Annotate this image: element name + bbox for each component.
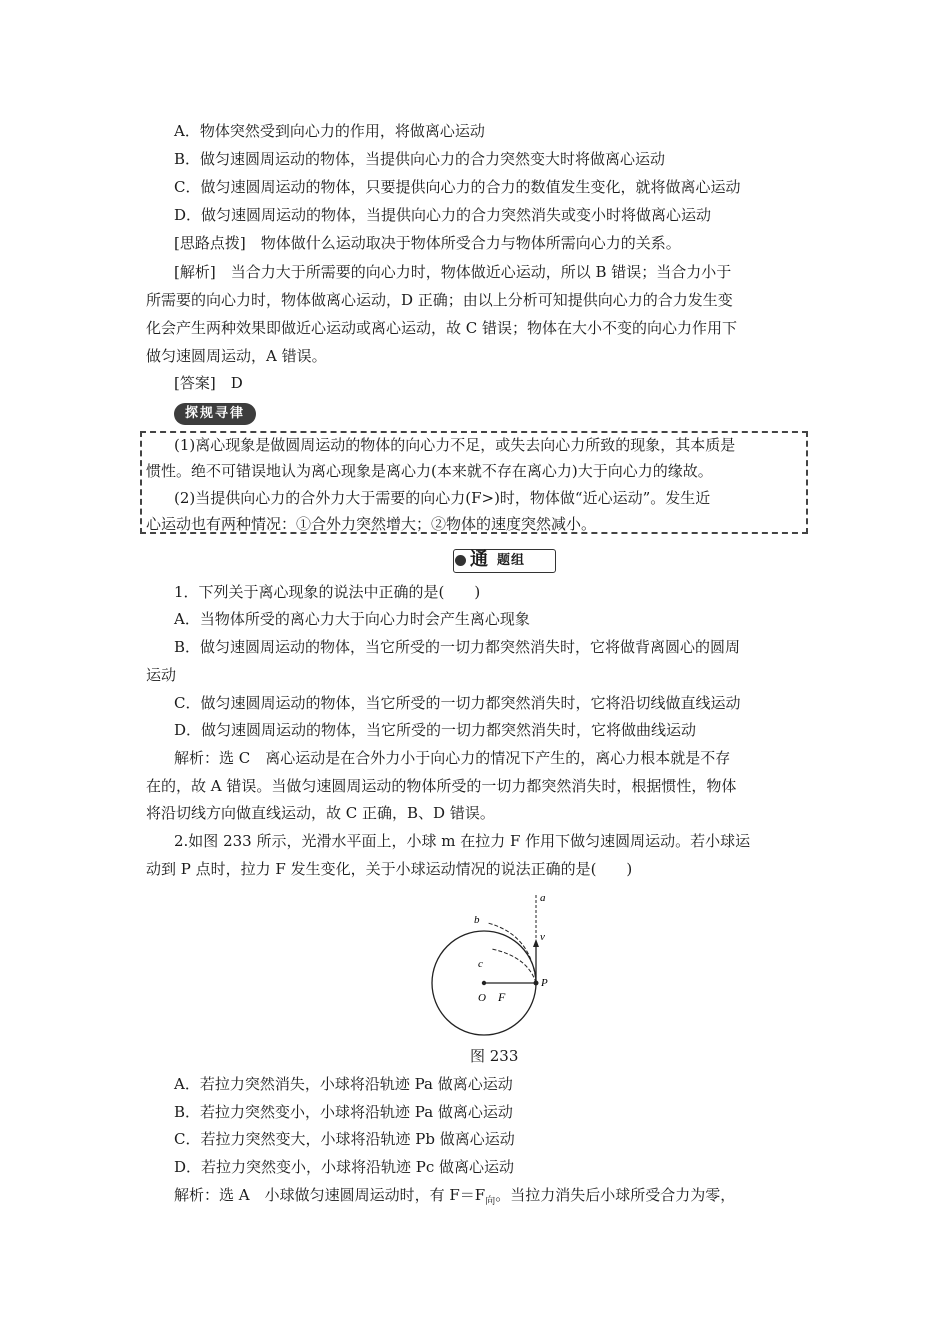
q2-stem: 动到 P 点时，拉力 F 发生变化，关于小球运动情况的说法正确的是( ): [146, 860, 633, 878]
q2-solution-main: 解析：选 A 小球做匀速圆周运动时，有 F＝F: [174, 1186, 486, 1204]
label-b: b: [474, 914, 480, 926]
q2-stem: 2.如图 233 所示，光滑水平面上，小球 m 在拉力 F 作用下做匀速圆周运动。若小球运: [174, 832, 751, 850]
q1-solution: 解析：选 C 离心运动是在合外力小于向心力的情况下产生的，离心力根本就是不存: [174, 749, 731, 767]
option-a: A．物体突然受到向心力的作用，将做离心运动: [174, 122, 485, 140]
rule-line: 惯性。绝不可错误地认为离心现象是离心力(本来就不存在离心力)大于向心力的缘故。: [146, 462, 713, 480]
label-o: O: [478, 992, 486, 1004]
label-c: c: [478, 958, 483, 970]
circular-motion-figure: [420, 885, 580, 1045]
q1-option-b-cont: 运动: [146, 666, 177, 684]
group-header-main: 通: [470, 549, 488, 570]
q2-solution: [174, 1184, 735, 1206]
label-v: v: [540, 931, 545, 943]
q2-solution-sub: 向: [485, 1196, 496, 1207]
group-header-sub: 题组: [497, 553, 526, 568]
q1-solution: 在的，故 A 错误。当做匀速圆周运动的物体所受的一切力都突然消失时，根据惯性，物体: [146, 777, 737, 795]
label-p: P: [541, 977, 548, 989]
rule-line: 心运动也有两种情况：①合外力突然增大；②物体的速度突然减小。: [146, 515, 597, 533]
option-d: D．做匀速圆周运动的物体，当提供向心力的合力突然消失或变小时将做离心运动: [174, 206, 712, 224]
rule-badge: 探规寻律: [174, 403, 256, 425]
analysis-line: 所需要的向心力时，物体做离心运动，D 正确；由以上分析可知提供向心力的合力发生变: [146, 291, 733, 309]
q1-solution: 将沿切线方向做直线运动，故 C 正确，B、D 错误。: [146, 804, 495, 822]
analysis-line: [解析] 当合力大于所需要的向心力时，物体做近心运动，所以 B 错误；当合力小于: [174, 263, 732, 281]
q2-option-a: A．若拉力突然消失，小球将沿轨迹 Pa 做离心运动: [174, 1075, 513, 1093]
answer-line: [答案] D: [174, 374, 243, 392]
option-b: B．做匀速圆周运动的物体，当提供向心力的合力突然变大时将做离心运动: [174, 150, 666, 168]
bullet-icon: [455, 555, 466, 566]
rule-line: (1)离心现象是做圆周运动的物体的向心力不足，或失去向心力所致的现象，其本质是: [174, 436, 736, 454]
q2-solution-tail: 。当拉力消失后小球所受合力为零，: [495, 1186, 736, 1204]
q2-option-b: B．若拉力突然变小，小球将沿轨迹 Pa 做离心运动: [174, 1103, 513, 1121]
rule-line: (2)当提供向心力的合外力大于需要的向心力(F>)时，物体做“近心运动”。发生近: [174, 489, 711, 507]
analysis-line: 化会产生两种效果即做近心运动或离心运动，故 C 错误；物体在大小不变的向心力作用下: [146, 319, 738, 337]
q1-option-a: A．当物体所受的离心力大于向心力时会产生离心现象: [174, 610, 530, 628]
hint-line: [思路点拨] 物体做什么运动取决于物体所受合力与物体所需向心力的关系。: [174, 234, 681, 252]
q1-option-c: C．做匀速圆周运动的物体，当它所受的一切力都突然消失时，它将沿切线做直线运动: [174, 694, 741, 712]
q1-option-b: B．做匀速圆周运动的物体，当它所受的一切力都突然消失时，它将做背离圆心的圆周: [174, 638, 741, 656]
q2-option-d: D．若拉力突然变小，小球将沿轨迹 Pc 做离心运动: [174, 1158, 515, 1176]
group-header: [453, 549, 556, 573]
q2-option-c: C．若拉力突然变大，小球将沿轨迹 Pb 做离心运动: [174, 1130, 515, 1148]
option-c: C．做匀速圆周运动的物体，只要提供向心力的合力的数值发生变化，就将做离心运动: [174, 178, 741, 196]
analysis-line: 做匀速圆周运动，A 错误。: [146, 347, 327, 365]
label-a: a: [540, 892, 546, 904]
q1-option-d: D．做匀速圆周运动的物体，当它所受的一切力都突然消失时，它将做曲线运动: [174, 721, 697, 739]
figure-caption: 图 233: [470, 1047, 519, 1065]
label-f: F: [498, 990, 506, 1004]
q1-stem: 1．下列关于离心现象的说法中正确的是( ): [174, 583, 481, 601]
